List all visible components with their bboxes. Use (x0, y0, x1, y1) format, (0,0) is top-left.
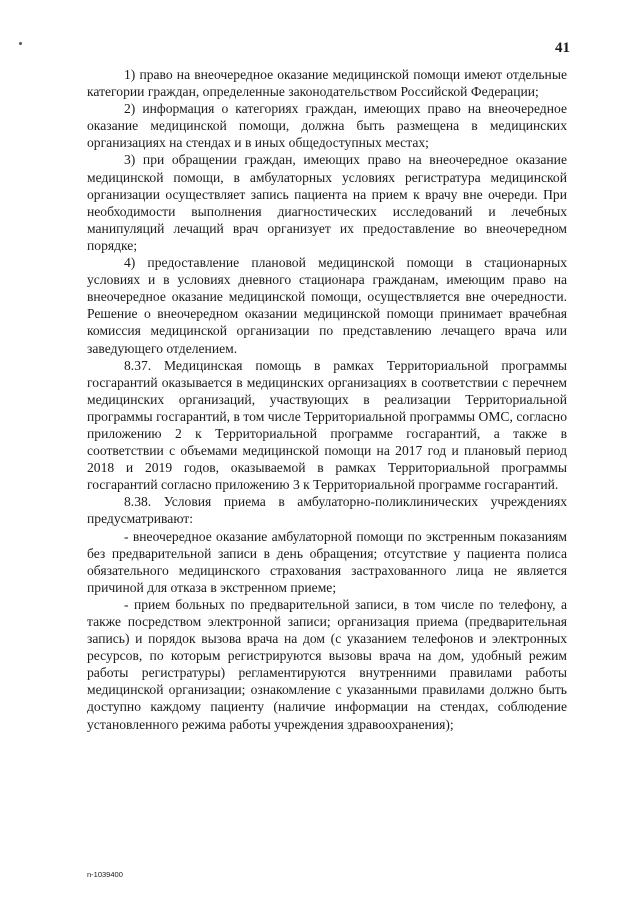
paragraph-bullet-2: - прием больных по предварительной записи, в том числе по телефону, а также посредством электронной записи; организация приема (предварительная запись) и порядок вызова врача на дом (с указанием телефонов и электронных ресурсов, по которым регистрируются вызовы врача на дом, удобный режим работы регистратуры) регламентируются внутренними правилами работы медицинской организации; ознакомление с указанными правилами должно быть доступно каждому пациенту (наличие информации на стендах, соблюдение установленного режима работы учреждения здравоохранения); (87, 596, 567, 732)
scan-mark (19, 42, 22, 45)
page-number: 41 (555, 40, 570, 56)
paragraph-8-37: 8.37. Медицинская помощь в рамках Территориальной программы госгарантий оказывается в медицинских организациях в соответствии с перечнем медицинских организаций, участвующих в реализации Территориальной программы госгарантий, в том числе Территориальной программы ОМС, согласно приложению 2 к Территориальной программе госгарантий, а также в соответствии с объемами медицинской помощи на 2017 год и плановый период 2018 и 2019 годов, оказываемой в рамках Территориальной программы госгарантий согласно приложению 3 к Территориальной программе госгарантий. (87, 357, 567, 493)
paragraph-item-1: 1) право на внеочередное оказание медицинской помощи имеют отдельные категории граждан, определенные законодательством Российской Федерации; (87, 67, 567, 100)
paragraph-bullet-1: - внеочередное оказание амбулаторной помощи по экстренным показаниям без предварительной записи в день обращения; отсутствие у пациента полиса обязательного медицинского страхования застрахованного лица не является причиной для отказа в экстренном приеме; (87, 528, 567, 595)
paragraph-8-38: 8.38. Условия приема в амбулаторно-поликлинических учреждениях предусматривают: (87, 494, 567, 527)
document-body (87, 66, 567, 733)
paragraph-item-2: 2) информация о категориях граждан, имеющих право на внеочередное оказание медицинской помощи, должна быть размещена в медицинских организациях на стендах и в иных общедоступных местах; (87, 101, 567, 151)
footer-code: n-1039400 (87, 870, 123, 879)
paragraph-item-3: 3) при обращении граждан, имеющих право на внеочередное оказание медицинской помощи, в амбулаторных условиях регистратура медицинской организации осуществляет запись пациента на прием к врачу вне очереди. При необходимости выполнения диагностических исследований и лечебных манипуляций лечащий врач организует их предоставление во внеочередном порядке; (87, 152, 567, 253)
paragraph-item-4: 4) предоставление плановой медицинской помощи в стационарных условиях и в условиях дневного стационара гражданам, имеющим право на внеочередное оказание медицинской помощи, осуществляется вне очередности. Решение о внеочередном оказании медицинской помощи принимает врачебная комиссия медицинской организации по представлению лечащего врача или заведующего отделением. (87, 255, 567, 356)
